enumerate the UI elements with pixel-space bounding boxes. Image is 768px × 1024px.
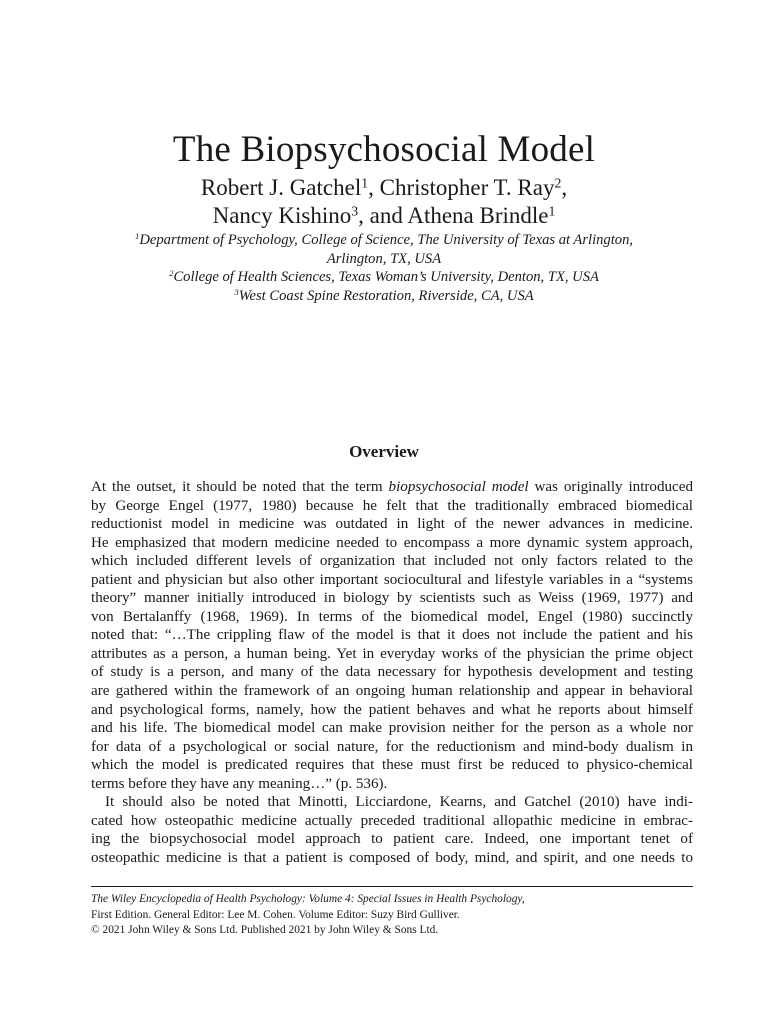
paper-title: The Biopsychosocial Model xyxy=(172,129,596,170)
author-list xyxy=(0,174,768,230)
affiliation-line: Arlington, TX, USA xyxy=(326,250,442,267)
body-line: cated how osteopathic medicine actually preceded traditional allopathic medicine in embrac- xyxy=(91,812,693,829)
body-line: which included different levels of organization that included not only factors related to the xyxy=(91,553,693,570)
footnote-divider xyxy=(91,886,693,887)
author-name: Nancy Kishino xyxy=(212,203,352,228)
author-name: Christopher T. Ray xyxy=(379,175,555,200)
affiliation-marker: 2 xyxy=(169,268,174,279)
body-line: osteopathic medicine is that a patient is composed of body, mind, and spirit, and one needs to xyxy=(91,849,693,866)
affiliation-line: $^1$Department of Psychology, College of Science, The University of Texas at Arlington, xyxy=(134,231,634,248)
author-separator: , xyxy=(368,175,380,200)
affiliation-marker: 3 xyxy=(351,203,359,219)
publication-footnote xyxy=(91,892,711,939)
body-line: and his life. The biomedical model can make provision neither for the person as a whole nor xyxy=(91,720,693,737)
affiliation-marker: 1 xyxy=(134,231,140,242)
author-separator: , xyxy=(561,175,568,200)
footnote-line: First Edition. General Editor: Lee M. Cohen. Volume Editor: Suzy Bird Gulliver. xyxy=(91,908,460,921)
affiliation-marker: 1 xyxy=(548,203,556,219)
body-line: At the outset, it should be noted that the term biopsychosocial model was originally introduced xyxy=(91,479,694,495)
footnote-line: The Wiley Encyclopedia of Health Psychology: Volume 4: Special Issues in Health Psychology, xyxy=(91,893,525,905)
author-line-1 xyxy=(0,174,768,202)
body-line: are gathered within the framework of an ongoing human relationship and appear in behavioral xyxy=(91,683,693,700)
body-line: of study is a person, and many of the data necessary for hypothesis development and testing xyxy=(91,664,693,681)
body-line: ing the biopsychosocial model approach to patient care. Indeed, one important tenet of xyxy=(91,831,693,848)
affiliation-marker: 1 xyxy=(361,175,369,191)
author-name: Robert J. Gatchel xyxy=(200,175,362,200)
body-line: which the model is predicated requires that these must first be reduced to physico-chemical xyxy=(91,757,693,774)
body-line: attributes as a person, a human being. Yet in everyday works of the physician the prime object xyxy=(91,645,693,662)
body-line: It should also be noted that Minotti, Licciardone, Kearns, and Gatchel (2010) have indi- xyxy=(105,794,693,811)
author-name: Athena Brindle xyxy=(407,203,549,228)
affiliation-list xyxy=(0,231,768,305)
body-line: patient and physician but also other important sociocultural and lifestyle variables in a “systems xyxy=(91,571,693,588)
affiliation-line: $^2$College of Health Sciences, Texas Woman’s University, Denton, TX, USA xyxy=(169,268,599,286)
body-line: reductionist model in medicine was outdated in light of the newer advances in medicine. xyxy=(91,516,693,533)
affiliation-line: $^3$West Coast Spine Restoration, Riverside, CA, USA xyxy=(234,286,534,304)
body-line: noted that: “…The crippling flaw of the model is that it does not include the patient and his xyxy=(91,627,693,644)
body-text xyxy=(91,478,693,867)
affiliation-marker: 2 xyxy=(554,175,562,191)
body-line: and psychological forms, namely, how the patient behaves and what he reports about himself xyxy=(91,701,693,718)
body-line: theory” manner initially introduced in biology by scientists such as Weiss (1969, 1977) and xyxy=(91,590,693,607)
author-line-2 xyxy=(0,202,768,230)
body-line: terms before they have any meaning…” (p. 536). xyxy=(91,775,388,792)
affiliation-marker: 3 xyxy=(234,286,239,297)
emphasized-term: biopsychosocial model xyxy=(388,479,529,495)
section-heading: Overview xyxy=(349,442,419,461)
footnote-line: © 2021 John Wiley & Sons Ltd. Published 2021 by John Wiley & Sons Ltd. xyxy=(91,924,439,937)
body-line: for data of a psychological or social nature, for the reductionism and mind-body dualism in xyxy=(91,738,693,755)
body-line: von Bertalanffy (1968, 1969). In terms of the biomedical model, Engel (1980) succinctly xyxy=(91,608,693,625)
body-line: by George Engel (1977, 1980) because he felt that the traditionally embraced biomedical xyxy=(91,497,693,514)
author-separator: , and xyxy=(358,203,408,228)
body-line: He emphasized that modern medicine needed to encompass a more dynamic system approach, xyxy=(91,534,693,551)
